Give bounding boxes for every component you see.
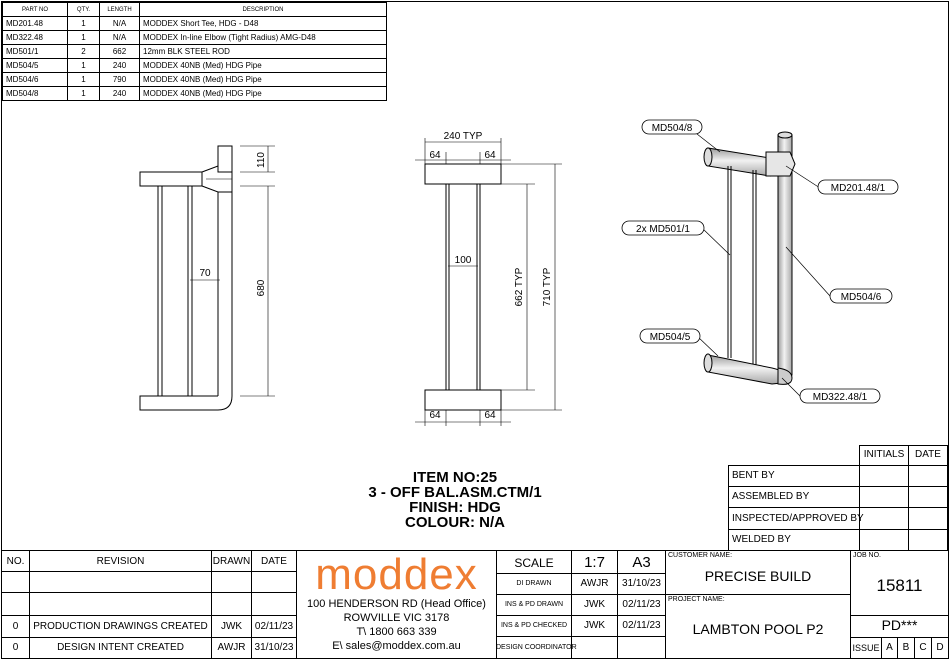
bom-cell: 1 [68,87,100,101]
bom-cell: MODDEX 40NB (Med) HDG Pipe [140,73,387,87]
bom-cell: 240 [100,59,140,73]
rev-no: 0 [12,642,19,653]
job-label: JOB NO. [853,552,882,559]
rev-desc: PRODUCTION DRAWINGS CREATED [33,621,208,632]
bom-cell: MD322.48 [3,31,68,45]
job-number: 15811 [876,576,923,595]
dim-side-height: 680 [256,279,267,297]
signoff-col-initials: INITIALS [863,449,905,460]
bom-cell: MODDEX In-line Elbow (Tight Radius) AMG-D48 [140,31,387,45]
scale-row-label: INS & PD DRAWN [504,601,564,608]
bom-cell: MD504/6 [3,73,68,87]
scale-row-date: 02/11/23 [622,620,661,631]
rev-no: 0 [12,621,19,632]
rev-header-drawn: DRAWN [212,556,251,567]
callout-md201: MD201.48/1 [830,183,886,194]
bom-header: QTY. [68,3,100,17]
item-colour: COLOUR: N/A [405,514,505,531]
dim-front-inner: 662 TYP [514,267,525,307]
bom-cell: 12mm BLK STEEL ROD [140,45,387,59]
item-number: ITEM NO:25 [412,469,498,486]
customer-name: PRECISE BUILD [704,568,812,584]
rev-date: 31/10/23 [254,642,294,653]
bom-cell: 2 [68,45,100,59]
issue-a: A [886,642,893,653]
signoff-inspected-by: INSPECTED/APPROVED BY [732,513,864,524]
bom-cell: 662 [100,45,140,59]
issue-c: C [919,642,927,653]
item-block [330,470,580,530]
front-view [415,138,562,426]
scale-row-date: 02/11/23 [622,599,661,610]
item-finish: FINISH: HDG [409,499,501,516]
scale-row-date: 31/10/23 [622,578,661,589]
issue-d: D [936,642,944,653]
company-logo: moddex [315,550,478,599]
bom-cell: 240 [100,87,140,101]
company-phone: T\ 1800 663 339 [356,626,437,638]
project-name: LAMBTON POOL P2 [692,621,824,637]
dim-side-width: 70 [199,268,211,279]
callout-md504-5: MD504/5 [649,332,691,343]
bom-cell: MD504/8 [3,87,68,101]
rev-date: 02/11/23 [254,621,294,632]
job-code: PD*** [881,617,918,633]
dim-front-left-top: 64 [429,150,441,161]
dim-front-right-bot: 64 [484,410,496,421]
bom-cell: 1 [68,17,100,31]
dim-front-mid: 100 [454,255,472,266]
item-assembly: 3 - OFF BAL.ASM.CTM/1 [368,484,542,501]
rev-desc: DESIGN INTENT CREATED [57,642,184,653]
callout-md322: MD322.48/1 [812,392,868,403]
issue-label: ISSUE [852,643,880,653]
bom-cell: N/A [100,31,140,45]
company-address1: 100 HENDERSON RD (Head Office) [307,598,486,610]
dim-front-outer: 710 TYP [542,267,553,307]
scale-row-initials: JWK [583,599,606,610]
company-address2: ROWVILLE VIC 3178 [343,612,450,624]
bom-cell: MD201.48 [3,17,68,31]
sheet-size: A3 [632,554,651,571]
bom-cell: 1 [68,59,100,73]
bom-cell: N/A [100,17,140,31]
scale-row-label: INS & PD CHECKED [500,622,568,629]
bom-cell: MODDEX 40NB (Med) HDG Pipe [140,59,387,73]
customer-label: CUSTOMER NAME: [668,552,733,559]
bom-cell: 790 [100,73,140,87]
bom-cell: 1 [68,31,100,45]
signoff-bent-by: BENT BY [732,470,775,481]
rev-header-revision: REVISION [96,556,145,567]
bom-cell: MD501/1 [3,45,68,59]
bom-header: LENGTH [100,3,140,17]
callout-md504-6: MD504/6 [840,292,882,303]
issue-b: B [902,642,910,653]
scale-value: 1:7 [584,554,605,571]
bom-header: DESCRIPTION [140,3,387,17]
bom-cell: MODDEX Short Tee, HDG - D48 [140,17,387,31]
scale-row-initials: JWK [583,620,606,631]
callout-md504-8: MD504/8 [651,123,693,134]
dim-front-left-bot: 64 [429,410,441,421]
bom-cell: 1 [68,73,100,87]
bom-cell: MD504/5 [3,59,68,73]
rev-drawn: JWK [220,621,243,632]
project-label: PROJECT NAME: [668,596,725,603]
isometric-view [704,132,795,384]
scale-row-initials: AWJR [580,578,609,589]
scale-label: SCALE [514,556,554,570]
callout-md501: 2x MD501/1 [636,224,690,235]
scale-row-label: DI DRAWN [516,580,552,587]
signoff-welded-by: WELDED BY [732,534,791,545]
dim-side-top: 110 [256,152,267,168]
bom-cell: MODDEX 40NB (Med) HDG Pipe [140,87,387,101]
rev-header-date: DATE [261,556,287,567]
rev-drawn: AWJR [217,642,246,653]
company-email: E\ sales@moddex.com.au [332,640,461,652]
signoff-col-date: DATE [915,449,941,460]
bom-header: PART NO [3,3,68,17]
scale-row-label: DESIGN COORDINATOR [496,644,577,651]
dim-front-right-top: 64 [484,150,496,161]
rev-header-no: NO. [6,556,25,567]
dim-front-top: 240 TYP [443,131,483,142]
signoff-assembled-by: ASSEMBLED BY [732,491,810,502]
